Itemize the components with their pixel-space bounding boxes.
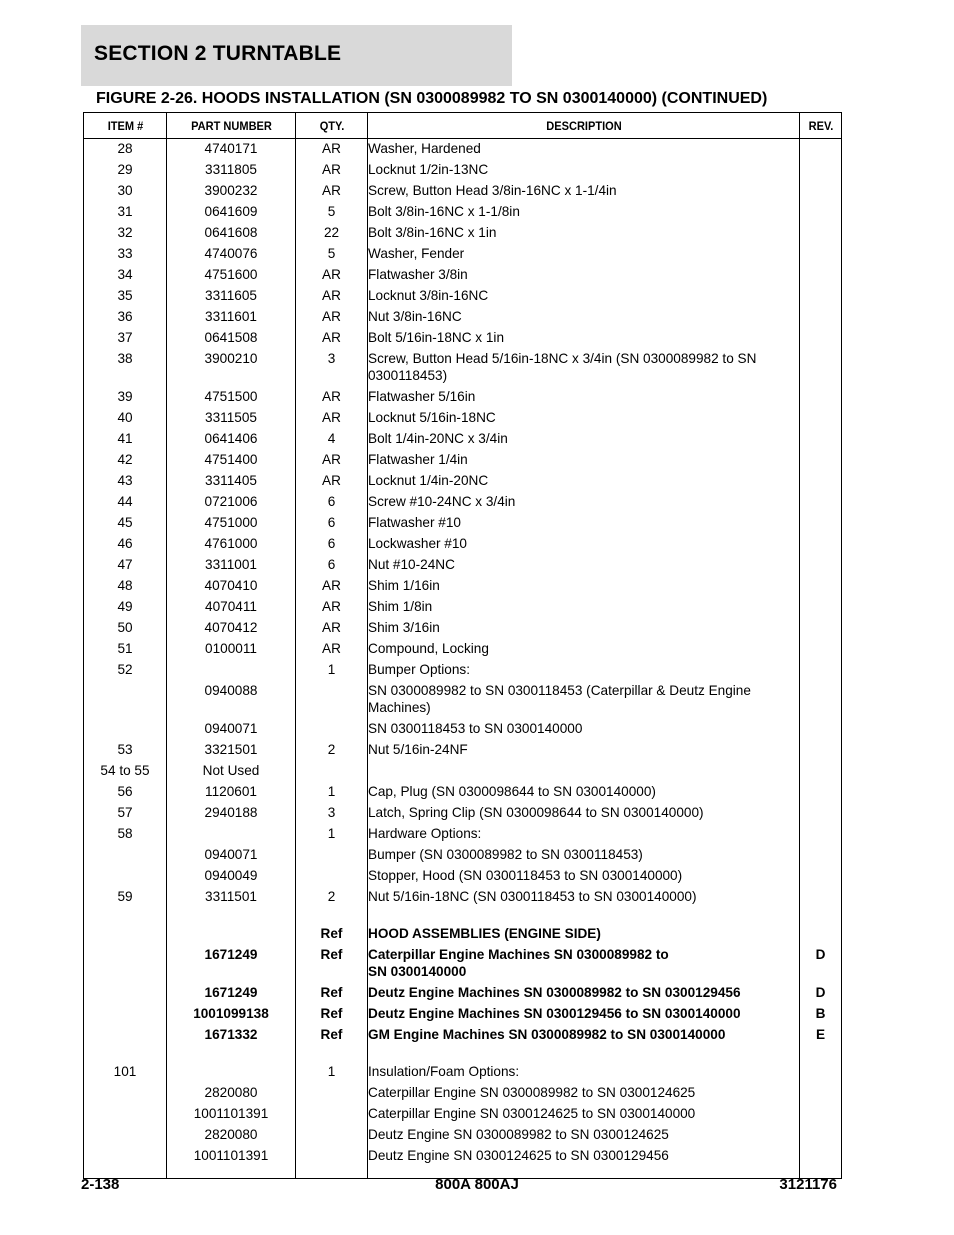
part-number-cell: 3900232 [167,181,296,202]
description-cell: Deutz Engine Machines SN 0300129456 to SN 0300140000 [368,1004,800,1025]
qty-cell: 3 [296,803,368,824]
description-cell: Nut 5/16in-18NC (SN 0300118453 to SN 0300140000) [368,887,800,908]
table-row [84,387,842,408]
description-cell: Shim 1/8in [368,597,800,618]
table-row [84,1083,842,1104]
item-cell: 40 [84,408,167,429]
part-number-cell: 0641508 [167,328,296,349]
qty-cell: 6 [296,534,368,555]
item-cell: 56 [84,782,167,803]
qty-cell: 4 [296,429,368,450]
qty-cell [296,866,368,887]
description-cell: HOOD ASSEMBLIES (ENGINE SIDE) [368,924,800,945]
qty-cell: AR [296,328,368,349]
part-number-cell: 1671332 [167,1025,296,1046]
qty-cell [296,681,368,719]
rev-cell [800,349,842,387]
description-cell: Bumper Options: [368,660,800,681]
section-banner [81,25,512,86]
description-cell: Latch, Spring Clip (SN 0300098644 to SN 0300140000) [368,803,800,824]
table-row [84,924,842,945]
table-row [84,1146,842,1167]
rev-cell [800,1104,842,1125]
table-row [84,681,842,719]
qty-cell: 6 [296,555,368,576]
part-number-cell: 4070410 [167,576,296,597]
item-cell: 35 [84,286,167,307]
part-number-cell: 0940088 [167,681,296,719]
rev-cell [800,639,842,660]
table-row [84,866,842,887]
table-row [84,845,842,866]
part-number-cell: 0940071 [167,719,296,740]
description-cell: Bolt 1/4in-20NC x 3/4in [368,429,800,450]
table-row [84,576,842,597]
item-cell [84,1004,167,1025]
rev-cell [800,924,842,945]
table-row [84,639,842,660]
header-rev: REV. [801,113,840,139]
item-cell: 50 [84,618,167,639]
parts-table [83,112,842,1179]
part-number-cell: 2940188 [167,803,296,824]
description-cell: Caterpillar Engine SN 0300089982 to SN 0300124625 [368,1083,800,1104]
rev-cell [800,328,842,349]
part-number-cell: 4761000 [167,534,296,555]
description-cell: Bolt 3/8in-16NC x 1-1/8in [368,202,800,223]
qty-cell: AR [296,160,368,181]
table-row [84,803,842,824]
rev-cell [800,782,842,803]
description-cell: Hardware Options: [368,824,800,845]
table-row [84,471,842,492]
part-number-cell: 3900210 [167,349,296,387]
table-header-row [84,113,842,139]
rev-cell [800,387,842,408]
rev-cell [800,513,842,534]
part-number-cell: 3311405 [167,471,296,492]
table-row [84,408,842,429]
part-number-cell [167,824,296,845]
table-row [84,1004,842,1025]
part-number-cell: 1671249 [167,983,296,1004]
rev-cell [800,908,842,924]
table-row [84,983,842,1004]
description-cell: Flatwasher 3/8in [368,265,800,286]
qty-cell: AR [296,450,368,471]
item-cell: 45 [84,513,167,534]
description-cell: Bumper (SN 0300089982 to SN 0300118453) [368,845,800,866]
item-cell: 34 [84,265,167,286]
qty-cell [296,1125,368,1146]
figure-title: FIGURE 2-26. HOODS INSTALLATION (SN 0300089982 TO SN 0300140000) (CONTINUED) [96,90,768,107]
part-number-cell [167,924,296,945]
description-cell: Locknut 5/16in-18NC [368,408,800,429]
description-cell: Shim 1/16in [368,576,800,597]
rev-cell [800,761,842,782]
part-number-cell: 4070411 [167,597,296,618]
qty-cell: AR [296,597,368,618]
table-row [84,719,842,740]
description-cell: Caterpillar Engine Machines SN 0300089982 to SN 0300140000 [368,945,800,983]
table-row [84,761,842,782]
description-cell: Compound, Locking [368,639,800,660]
part-number-cell: 4740171 [167,139,296,161]
table-row [84,597,842,618]
description-cell: Nut 5/16in-24NF [368,740,800,761]
footer-page-number: 2-138 [81,1176,120,1193]
table-row [84,244,842,265]
rev-cell [800,1046,842,1062]
table-row [84,824,842,845]
table-row [84,555,842,576]
part-number-cell: 0940049 [167,866,296,887]
description-cell: Insulation/Foam Options: [368,1062,800,1083]
rev-cell [800,1125,842,1146]
part-number-cell: 0641609 [167,202,296,223]
part-number-cell: 3311501 [167,887,296,908]
item-cell [84,924,167,945]
item-cell: 29 [84,160,167,181]
description-cell: Locknut 3/8in-16NC [368,286,800,307]
footer-model: 800A 800AJ [435,1176,519,1193]
rev-cell: D [800,983,842,1004]
description-cell: GM Engine Machines SN 0300089982 to SN 0300140000 [368,1025,800,1046]
description-cell: Cap, Plug (SN 0300098644 to SN 0300140000) [368,782,800,803]
item-cell: 39 [84,387,167,408]
part-number-cell: 3311001 [167,555,296,576]
item-cell [84,1146,167,1167]
description-cell: Flatwasher 5/16in [368,387,800,408]
qty-cell: 6 [296,492,368,513]
qty-cell: 1 [296,782,368,803]
part-number-cell: 4751400 [167,450,296,471]
description-cell [368,908,800,924]
rev-cell [800,803,842,824]
rev-cell [800,887,842,908]
table-row [84,307,842,328]
qty-cell: 1 [296,824,368,845]
qty-cell: AR [296,265,368,286]
table-row [84,618,842,639]
rev-cell [800,139,842,161]
description-cell: Locknut 1/2in-13NC [368,160,800,181]
description-cell: Flatwasher #10 [368,513,800,534]
description-cell: SN 0300118453 to SN 0300140000 [368,719,800,740]
item-cell [84,866,167,887]
description-cell: Screw #10-24NC x 3/4in [368,492,800,513]
rev-cell [800,1083,842,1104]
table-row [84,328,842,349]
table-row [84,534,842,555]
description-cell: Locknut 1/4in-20NC [368,471,800,492]
table-row [84,181,842,202]
item-cell [84,945,167,983]
part-number-cell: 1001101391 [167,1104,296,1125]
footer-doc-number: 3121176 [779,1176,837,1193]
description-cell: Lockwasher #10 [368,534,800,555]
item-cell: 57 [84,803,167,824]
description-cell: SN 0300089982 to SN 0300118453 (Caterpillar & Deutz Engine Machines) [368,681,800,719]
description-cell: Deutz Engine Machines SN 0300089982 to SN 0300129456 [368,983,800,1004]
item-cell: 48 [84,576,167,597]
item-cell: 32 [84,223,167,244]
item-cell: 46 [84,534,167,555]
description-cell: Nut 3/8in-16NC [368,307,800,328]
rev-cell [800,181,842,202]
table-row [84,349,842,387]
description-cell: Screw, Button Head 3/8in-16NC x 1-1/4in [368,181,800,202]
part-number-cell: 4740076 [167,244,296,265]
table-row [84,139,842,161]
table-row [84,513,842,534]
rev-cell [800,845,842,866]
qty-cell: 3 [296,349,368,387]
item-cell [84,1125,167,1146]
qty-cell: AR [296,618,368,639]
table-row [84,492,842,513]
qty-cell: AR [296,408,368,429]
description-cell: Nut #10-24NC [368,555,800,576]
item-cell: 47 [84,555,167,576]
item-cell: 49 [84,597,167,618]
header-item: ITEM # [87,113,163,139]
section-title: SECTION 2 TURNTABLE [94,42,342,65]
item-cell [84,719,167,740]
item-cell: 37 [84,328,167,349]
qty-cell: 1 [296,660,368,681]
rev-cell [800,1062,842,1083]
qty-cell [296,761,368,782]
qty-cell: AR [296,181,368,202]
qty-cell [296,1083,368,1104]
item-cell: 54 to 55 [84,761,167,782]
part-number-cell: 4751000 [167,513,296,534]
rev-cell: D [800,945,842,983]
rev-cell [800,1146,842,1167]
item-cell: 59 [84,887,167,908]
table-row [84,887,842,908]
qty-cell [296,845,368,866]
qty-cell: Ref [296,1025,368,1046]
rev-cell [800,160,842,181]
part-number-cell: 0641406 [167,429,296,450]
description-cell: Bolt 5/16in-18NC x 1in [368,328,800,349]
qty-cell: Ref [296,983,368,1004]
part-number-cell: 1120601 [167,782,296,803]
description-cell: Deutz Engine SN 0300089982 to SN 0300124625 [368,1125,800,1146]
part-number-cell: 2820080 [167,1125,296,1146]
rev-cell [800,244,842,265]
item-cell [84,1025,167,1046]
qty-cell: 6 [296,513,368,534]
part-number-cell: 3321501 [167,740,296,761]
item-cell [84,845,167,866]
part-number-cell: 3311601 [167,307,296,328]
table-body [84,139,842,1179]
qty-cell: 5 [296,244,368,265]
rev-cell [800,492,842,513]
item-cell: 42 [84,450,167,471]
description-cell: Washer, Hardened [368,139,800,161]
description-cell: Stopper, Hood (SN 0300118453 to SN 0300140000) [368,866,800,887]
table-row [84,1104,842,1125]
qty-cell: 1 [296,1062,368,1083]
qty-cell [296,719,368,740]
qty-cell: AR [296,307,368,328]
part-number-cell: 1001099138 [167,1004,296,1025]
rev-cell [800,408,842,429]
item-cell [84,1104,167,1125]
item-cell: 41 [84,429,167,450]
description-cell: Deutz Engine SN 0300124625 to SN 0300129456 [368,1146,800,1167]
description-cell: Shim 3/16in [368,618,800,639]
table-row [84,660,842,681]
header-qty: QTY. [298,113,364,139]
item-cell: 101 [84,1062,167,1083]
rev-cell [800,740,842,761]
part-number-cell: 4070412 [167,618,296,639]
rev-cell [800,450,842,471]
item-cell: 58 [84,824,167,845]
part-number-cell: 0721006 [167,492,296,513]
rev-cell [800,307,842,328]
part-number-cell [167,660,296,681]
item-cell [84,681,167,719]
rev-cell: B [800,1004,842,1025]
table-row [84,945,842,983]
part-number-cell: 0641608 [167,223,296,244]
rev-cell [800,618,842,639]
table-row [84,160,842,181]
rev-cell [800,265,842,286]
table-row [84,286,842,307]
table-row [84,202,842,223]
table-row [84,1062,842,1083]
item-cell: 36 [84,307,167,328]
part-number-cell: 3311805 [167,160,296,181]
description-cell: Flatwasher 1/4in [368,450,800,471]
item-cell: 52 [84,660,167,681]
item-cell: 44 [84,492,167,513]
part-number-cell: 3311605 [167,286,296,307]
qty-cell [296,1146,368,1167]
item-cell: 38 [84,349,167,387]
item-cell [84,1083,167,1104]
table-row [84,450,842,471]
description-cell: Washer, Fender [368,244,800,265]
qty-cell [296,1104,368,1125]
part-number-cell: 1671249 [167,945,296,983]
part-number-cell: 4751600 [167,265,296,286]
item-cell: 28 [84,139,167,161]
qty-cell: Ref [296,924,368,945]
rev-cell [800,597,842,618]
table-spacer-row [84,908,842,924]
item-cell: 33 [84,244,167,265]
item-cell [84,983,167,1004]
qty-cell [296,908,368,924]
rev-cell [800,660,842,681]
qty-cell: Ref [296,1004,368,1025]
rev-cell [800,576,842,597]
header-part-number: PART NUMBER [172,113,291,139]
part-number-cell [167,1046,296,1062]
table-row [84,1125,842,1146]
description-cell: Bolt 3/8in-16NC x 1in [368,223,800,244]
part-number-cell: 0940071 [167,845,296,866]
table-row [84,740,842,761]
item-cell [84,908,167,924]
qty-cell: AR [296,639,368,660]
rev-cell [800,555,842,576]
qty-cell [296,1046,368,1062]
description-cell: Caterpillar Engine SN 0300124625 to SN 0300140000 [368,1104,800,1125]
part-number-cell: 4751500 [167,387,296,408]
item-cell: 51 [84,639,167,660]
description-cell: Screw, Button Head 5/16in-18NC x 3/4in (SN 0300089982 to SN 0300118453) [368,349,800,387]
item-cell: 43 [84,471,167,492]
qty-cell: AR [296,139,368,161]
table-row [84,223,842,244]
part-number-cell: Not Used [167,761,296,782]
rev-cell [800,286,842,307]
rev-cell [800,429,842,450]
part-number-cell [167,1062,296,1083]
rev-cell: E [800,1025,842,1046]
rev-cell [800,866,842,887]
qty-cell: 2 [296,887,368,908]
part-number-cell: 2820080 [167,1083,296,1104]
rev-cell [800,202,842,223]
qty-cell: 5 [296,202,368,223]
table-row [84,265,842,286]
rev-cell [800,681,842,719]
qty-cell: AR [296,576,368,597]
qty-cell: 22 [296,223,368,244]
rev-cell [800,534,842,555]
part-number-cell [167,908,296,924]
item-cell: 31 [84,202,167,223]
header-description: DESCRIPTION [385,113,782,139]
qty-cell: Ref [296,945,368,983]
part-number-cell: 0100011 [167,639,296,660]
qty-cell: AR [296,387,368,408]
table-row [84,429,842,450]
part-number-cell: 1001101391 [167,1146,296,1167]
rev-cell [800,719,842,740]
item-cell [84,1046,167,1062]
rev-cell [800,471,842,492]
item-cell: 53 [84,740,167,761]
rev-cell [800,824,842,845]
description-cell [368,1046,800,1062]
table-spacer-row [84,1046,842,1062]
item-cell: 30 [84,181,167,202]
part-number-cell: 3311505 [167,408,296,429]
table-row [84,782,842,803]
qty-cell: AR [296,471,368,492]
qty-cell: AR [296,286,368,307]
rev-cell [800,223,842,244]
description-cell [368,761,800,782]
qty-cell: 2 [296,740,368,761]
table-row [84,1025,842,1046]
